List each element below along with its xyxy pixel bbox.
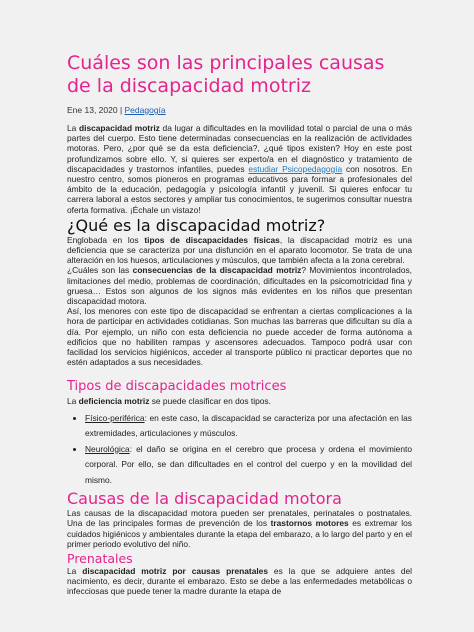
intro-text-1: La — [67, 123, 79, 133]
intro-bold-term: discapacidad motriz — [79, 123, 160, 133]
type-term: Neurológica — [85, 443, 130, 454]
types-list — [67, 411, 412, 489]
what-p1-bold: tipos de discapacidades físicas — [144, 234, 280, 245]
what-p1-text-a: Englobada en los — [67, 234, 145, 245]
meta-separator: | — [117, 105, 125, 115]
what-paragraph-1 — [67, 235, 412, 266]
post-date: Ene 13, 2020 — [67, 105, 118, 115]
what-paragraph-2 — [67, 265, 412, 306]
intro-text-2: da lugar a dificultades en la movilidad total o parcial de una o más partes del cuerpo. Esto tiene determinadas consecuencias en la realización de actividades motoras. Pero, ¿por qué se da esta deficiencia?, ¿qué tipos existen? Hoy en este post profundizamos sobre ello. Y, si quieres ser experto/a en el diagnóstico y tratamiento de discapacidades y trastornos infantiles, puedes — [67, 123, 412, 174]
article-body — [67, 52, 412, 597]
causes-text-c: es extremar los cuidados higiénicos y ambientales durante la etapa del embarazo, a lo largo del parto y en el primer periodo evolutivo del niño. — [67, 518, 412, 549]
type-text: : el daño se origina en el cerebro que procesa y ordena el movimiento corporal. Por ello, se dan dificultades en el control del cuerpo y en la movilidad del mismo. — [85, 443, 412, 485]
type-term: Físico-periférica — [85, 412, 145, 423]
intro-text-3: con nosotros. En nuestro centro, somos pioneros en programas educativos para formar a profesionales del ámbito de la educación, pedagogía y psicología infantil y juvenil. Si quieres enfocar tu carrera laboral a estos sectores y ampliar tus conocimientos, te sugerimos consultar nuestra oferta formativa. ¡Échale un vistazo! — [67, 163, 412, 215]
list-item — [85, 442, 412, 489]
types-paragraph — [67, 396, 412, 406]
intro-paragraph — [67, 123, 412, 215]
what-p1-text-c: , la discapacidad motriz es una deficiencia que se caracteriza por una disfunción en el aparato locomotor. Se trata de una alteración en los huesos, articulaciones y músculos, que también afecta a la zona cerebral. — [67, 234, 412, 266]
page-title: Cuáles son las principales causas de la discapacidad motriz — [67, 52, 385, 97]
category-link[interactable]: Pedagogía — [124, 105, 166, 115]
post-meta — [67, 105, 412, 115]
heading-causes: Causas de la discapacidad motora — [67, 489, 342, 509]
heading-what-is: ¿Qué es la discapacidad motriz? — [67, 215, 326, 235]
what-paragraph-3: Así, los menores con este tipo de discapacidad se enfrentan a ciertas complicaciones a la hora de participar en actividades cotidianas. Son muchas las barreras que dificultan su día a día. Por ejemplo, un niño con esta deficiencia no puede acceder de forma autónoma a edificios que no habiliten rampas y ascensores adecuados. Tampoco podrá usar con facilidad los servicios higiénicos, acceder al transporte público ni practicar deportes que no estén adaptados a sus necesidades. — [67, 306, 412, 368]
causes-bold: trastornos motores — [270, 518, 349, 529]
causes-text-a: Las causas de la discapacidad motora pueden ser prenatales, perinatales o postnatales. Una de las principales formas de prevención de los — [67, 508, 412, 529]
type-text: : en este caso, la discapacidad se caracteriza por una afectación en las extremidades, articulaciones y músculos. — [85, 412, 412, 439]
types-bold: deficiencia motriz — [78, 396, 150, 407]
heading-types: Tipos de discapacidades motrices — [67, 379, 287, 395]
prenatal-text-c: es la que se adquiere antes del nacimiento, es decir, durante el embarazo. Esto se debe a las enfermedades metabólicas o infecciosas que puede tener la madre durante la etapa de — [67, 565, 412, 597]
psicopedagogia-link[interactable]: estudiar Psicopedagogía — [248, 163, 343, 174]
what-p2-text-a: ¿Cuáles son las — [67, 265, 133, 276]
types-text-c: se puede clasificar en dos tipos. — [149, 396, 271, 407]
causes-paragraph — [67, 508, 412, 549]
prenatal-bold: discapacidad motriz por causas prenatales — [82, 565, 268, 576]
prenatal-text-a: La — [67, 565, 83, 576]
heading-prenatal: Prenatales — [67, 550, 133, 566]
list-item — [85, 411, 412, 442]
what-p2-bold: consecuencias de la discapacidad motriz — [132, 265, 302, 276]
what-p2-text-c: ? Movimientos incontrolados, limitaciones del medio, problemas de coordinación, dificultades en la psicomotricidad fina y gruesa… Estos son algunos de los signos más evidentes en los niños que presentan discapacidad motora. — [67, 265, 412, 307]
prenatal-paragraph — [67, 566, 412, 597]
types-text-a: La — [67, 396, 79, 407]
